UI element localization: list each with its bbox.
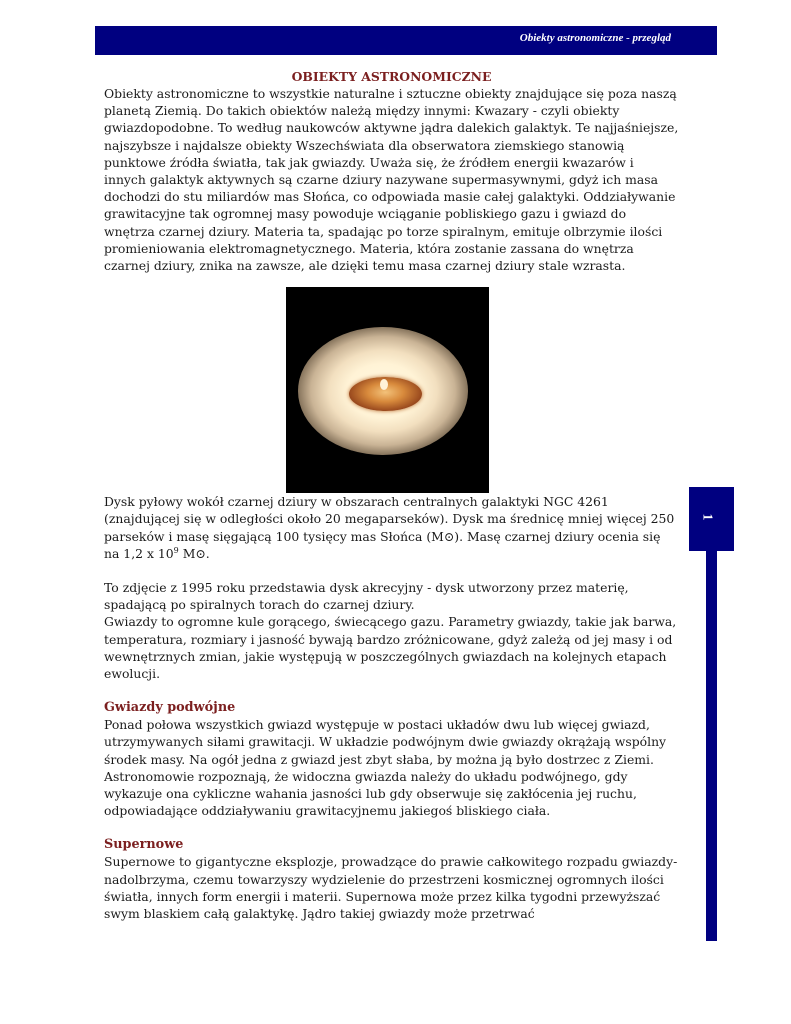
caption-text-1: Dysk pyłowy wokół czarnej dziury w obszarach centralnych galaktyki NGC 4261 (znajdującej się w odległości około 20 megaparseków). Dysk ma średnicę mniej więcej 250 parseków i masę sięgającą 100 tysięcy mas Słońca (M (104, 494, 675, 544)
black-hole-disk-image (286, 287, 489, 493)
page-number: 1 (699, 513, 715, 521)
header-title: Obiekty astronomiczne - przegląd (519, 32, 671, 44)
paragraph-supernova: Supernowe to gigantyczne eksplozje, prowadzące do prawie całkowitego rozpadu gwiazdy-nadolbrzyma, czemu towarzyszy wydzielenie do przestrzeni kosmicznej ogromnych ilości światła, innych form energii i materii. Supernowa może przez kilka tygodni przewyższać swym blaskiem całą galaktykę. Jądro takiej gwiazdy może przetrwać (104, 854, 678, 922)
paragraph-binary-stars: Ponad połowa wszystkich gwiazd występuje w postaci układów dwu lub więcej gwiazd, utrzymywanych siłami grawitacji. W układzie podwójnym dwie gwiazdy okrążają wspólny środek masy. Na ogół jedna z gwiazd jest zbyt słaba, by można ją było dostrzec z Ziemi. Astronomowie rozpoznają, że widoczna gwiazda należy do układu podwójnego, gdy wykazuje ona cykliczne wahania jasności lub gdy obserwuje się zakłócenia jej ruchu, odpowiadające oddziaływaniu grawitacyjnemu jakiegoś bliskiego ciała. (104, 717, 667, 819)
caption-exponent: 9 (173, 545, 179, 555)
image-caption (104, 493, 679, 562)
sun-symbol: ⊙ (195, 545, 206, 561)
paragraph-stars: Gwiazdy to ogromne kule gorącego, świecącego gazu. Parametry gwiazdy, takie jak barwa, temperatura, rozmiary i jasność bywają bardzo zróżnicowane, gdyż zależą od jej masy i od wewnętrznych zmian, jakie występują w poszczególnych gwiazdach na kolejnych etapach ewolucji. (104, 614, 677, 682)
page-number-tab (689, 487, 734, 551)
heading-supernova: Supernowe (104, 837, 184, 853)
caption-end: . (205, 545, 210, 561)
document-body (104, 68, 679, 922)
header-bar (95, 26, 717, 55)
document-title: OBIEKTY ASTRONOMICZNE (291, 69, 492, 84)
sun-symbol: ⊙ (443, 528, 455, 544)
heading-binary-stars: Gwiazdy podwójne (104, 700, 236, 716)
side-margin-bar (706, 551, 717, 941)
paragraph-1995: To zdjęcie z 1995 roku przedstawia dysk akrecyjny - dysk utworzony przez materię, spadającą po spiralnych torach do czarnej dziury. (104, 580, 629, 613)
caption-text-3: M (178, 545, 196, 561)
intro-paragraph: Obiekty astronomiczne to wszystkie naturalne i sztuczne obiekty znajdujące się poza naszą planetą Ziemią. Do takich obiektów należą między innymi: Kwazary - czyli obiekty gwiazdopodobne. To według naukowców aktywne jądra dalekich galaktyk. Te najjaśniejsze, najszybsze i najdalsze obiekty Wszechświata dla obserwatora ziemskiego stanowią punktowe źródła światła, tak jak gwiazdy. Uważa się, że źródłem energii kwazarów i innych galaktyk aktywnych są czarne dziury nazywane supermasywnymi, gdyż ich masa dochodzi do stu miliardów mas Słońca, co odpowiada masie całej galaktyki. Oddziaływanie grawitacyjne tak ogromnej masy powoduje wciąganie pobliskiego gazu i gwiazd do wnętrza czarnej dziury. Materia ta, spadając po torze spiralnym, emituje olbrzymie ilości promieniowania elektromagnetycznego. Materia, która zostanie zassana do wnętrza czarnej dziury, znika na zawsze, ale dzięki temu masa czarnej dziury stale wzrasta. (104, 86, 679, 274)
caption-text-2: ). Masę czarnej dziury ocenia się na 1,2 x 10 (104, 528, 661, 561)
